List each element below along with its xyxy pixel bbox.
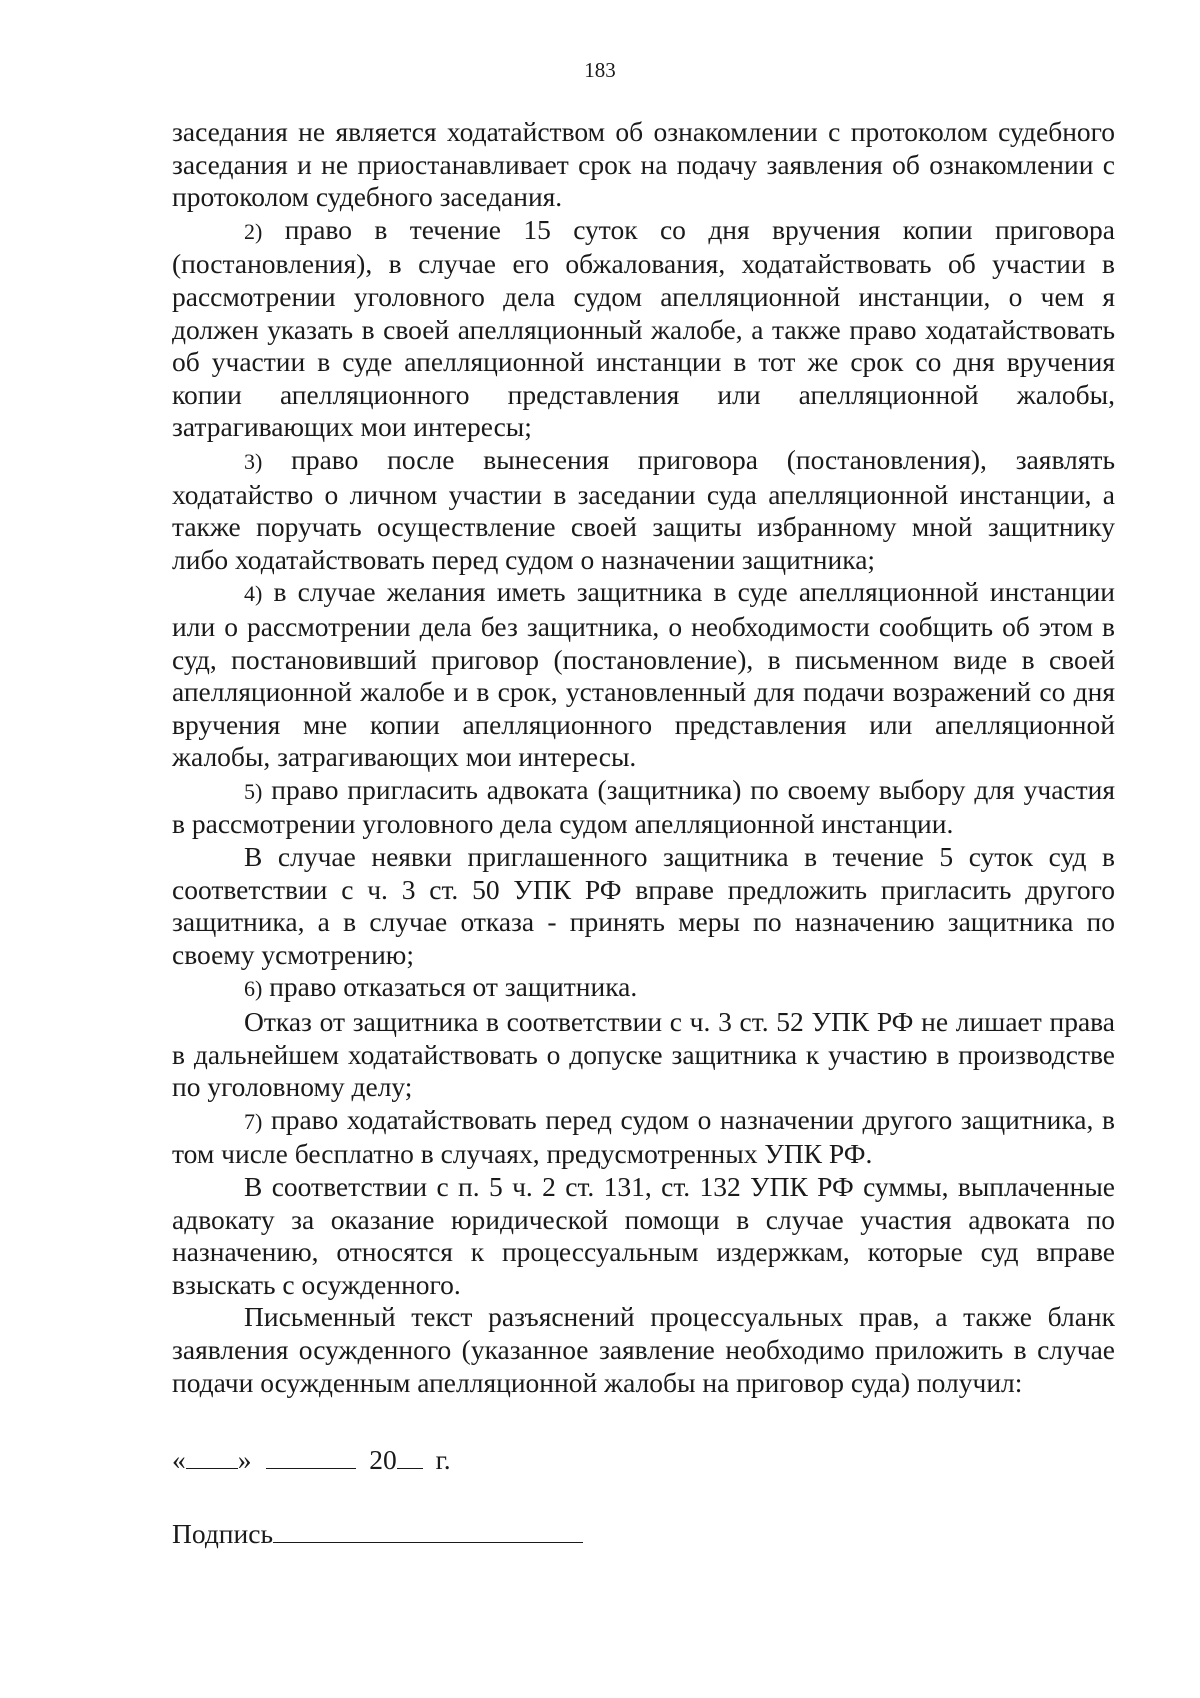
date-open-quote: « [172,1444,186,1475]
paragraph-item-7: 7) право ходатайствовать перед судом о назначении другого защитника, в том числе бесплатно в случаях, предусмотренных УПК РФ. [172,1103,1115,1170]
page-number: 183 [584,58,616,82]
paragraph-defender-absence: В случае неявки приглашенного защитника в течение 5 суток суд в соответствии с ч. 3 ст. 50 УПК РФ вправе предложить пригласить другого защитника, а в случае отказа - принять меры по назначению защитника по своему усмотрению; [172,841,1115,970]
paragraph-item-4: 4) в случае желания иметь защитника в суде апелляционной инстанции или о рассмотрении дела без защитника, о необходимости сообщить об этом в суд, постановивший приговор (постановление), в письменном виде в своей апелляционной жалобе и в срок, установленный для подачи возражений со дня вручения мне копии апелляционного представления или апелляционной жалобы, затрагивающих мои интересы. [172,576,1115,773]
signature-blank [273,1520,583,1543]
paragraph-item-2: 2) право в течение 15 суток со дня вручения копии приговора (постановления), в случае его обжалования, ходатайствовать об участии в рассмотрении уголовного дела судом апелляционной инстанции, о чем я должен указать в своей апелляционный жалобе, а также право ходатайствовать об участии в суде апелляционной инстанции в тот же срок со дня вручения копии апелляционного представления или апелляционной жалобы, затрагивающих мои интересы; [172,213,1115,443]
year-suffix: г. [435,1444,451,1475]
paragraph-continuation: заседания не является ходатайством об ознакомлении с протоколом судебного заседания и не приостанавливает срок на подачу заявления об ознакомлении с протоколом судебного заседания. [172,116,1115,213]
day-blank [186,1446,238,1469]
year-blank [397,1446,423,1469]
list-number: 3) [244,448,263,474]
list-number: 6) [244,976,263,1002]
paragraph-costs: В соответствии с п. 5 ч. 2 ст. 131, ст. 132 УПК РФ суммы, выплаченные адвокату за оказание юридической помощи в случае участия адвоката по назначению, относятся к процессуальным издержкам, которые суд вправе взыскать с осужденного. [172,1171,1115,1300]
list-number: 2) [244,218,263,244]
paragraph-defender-refusal: Отказ от защитника в соответствии с ч. 3 ст. 52 УПК РФ не лишает права в дальнейшем ходатайствовать о допуске защитника к участию в производстве по уголовному делу; [172,1006,1115,1103]
year-prefix: 20 [369,1444,397,1475]
paragraph-item-5: 5) право пригласить адвоката (защитника) по своему выбору для участия в рассмотрении уголовного дела судом апелляционной инстанции. [172,773,1115,840]
paragraph-item-6: 6) право отказаться от защитника. [244,971,638,1003]
signature-line [172,1518,583,1550]
paragraph-item-3: 3) право после вынесения приговора (постановления), заявлять ходатайство о личном участии в заседании суда апелляционной инстанции, а также поручать осуществление своей защиты избранному мной защитнику либо ходатайствовать перед судом о назначении защитника; [172,443,1115,575]
signature-label: Подпись [172,1518,273,1549]
date-close-quote: » [237,1444,252,1475]
list-number: 7) [244,1108,263,1134]
document-body [172,116,1115,1399]
date-line [172,1444,451,1476]
list-number: 4) [244,581,263,607]
paragraph-received: Письменный текст разъяснений процессуальных прав, а также бланк заявления осужденного (указанное заявление необходимо приложить в случае подачи осужденным апелляционной жалобы на приговор суда) получил: [172,1301,1115,1398]
month-blank [266,1446,356,1469]
list-number: 5) [244,778,263,804]
